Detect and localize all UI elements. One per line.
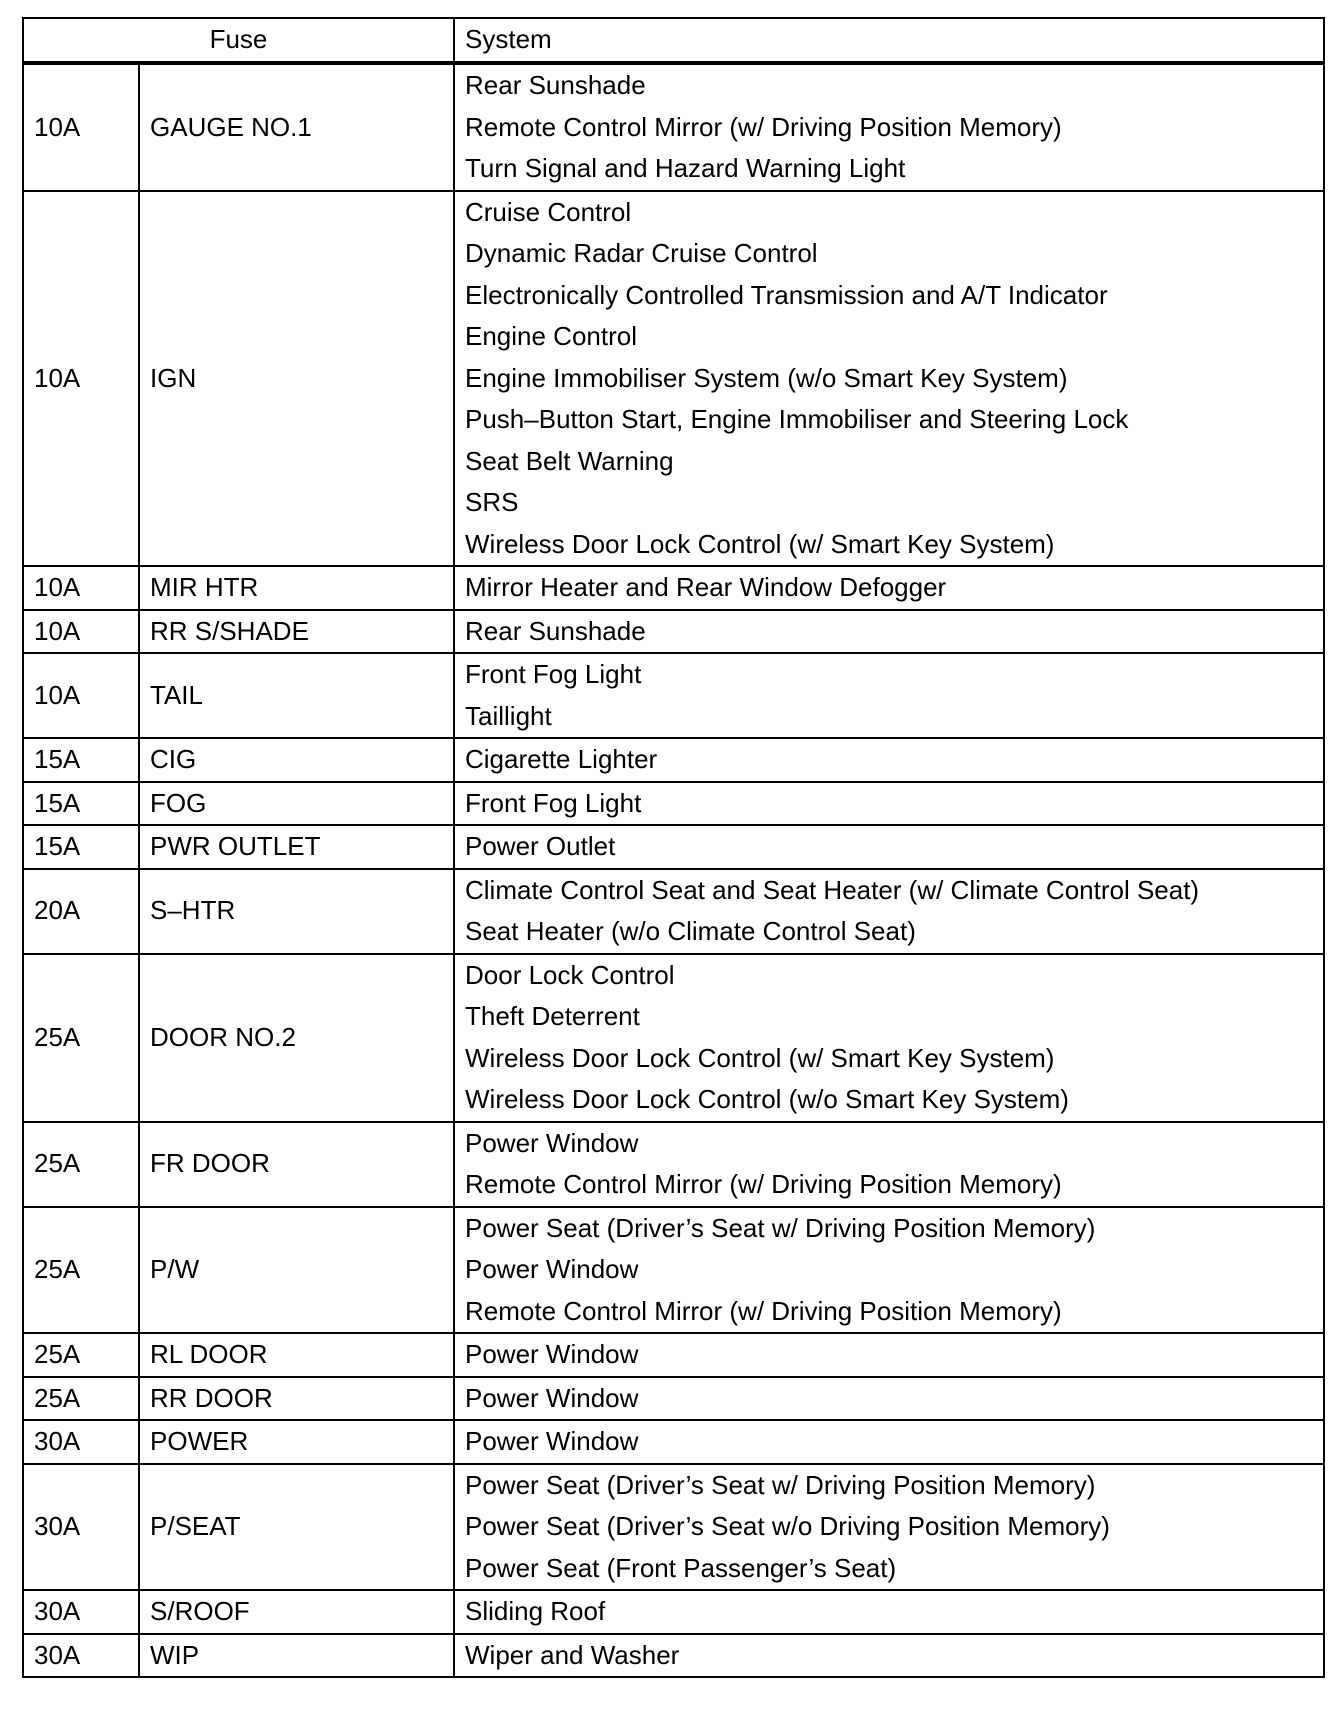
fuse-name: RL DOOR	[139, 1333, 454, 1377]
system-cell	[454, 954, 1324, 1122]
fuse-name: S–HTR	[139, 869, 454, 954]
fuse-amperage: 25A	[23, 1377, 139, 1421]
fuse-name: FOG	[139, 782, 454, 826]
system-item: Remote Control Mirror (w/ Driving Position Memory)	[465, 111, 1062, 142]
fuse-amperage: 30A	[23, 1420, 139, 1464]
fuse-amperage: 25A	[23, 1333, 139, 1377]
table-row	[23, 782, 1324, 826]
system-cell	[454, 1420, 1324, 1464]
system-cell	[454, 1333, 1324, 1377]
fuse-name: RR DOOR	[139, 1377, 454, 1421]
system-cell	[454, 738, 1324, 782]
table-row	[23, 1122, 1324, 1207]
system-cell	[454, 610, 1324, 654]
system-item: Door Lock Control	[465, 959, 675, 990]
table-row	[23, 1377, 1324, 1421]
system-item: Dynamic Radar Cruise Control	[465, 238, 818, 268]
fuse-amperage: 25A	[23, 1207, 139, 1334]
table-row	[23, 1590, 1324, 1634]
fuse-amperage: 10A	[23, 653, 139, 738]
system-item: Remote Control Mirror (w/ Driving Position Memory)	[465, 1295, 1062, 1326]
fuse-amperage: 20A	[23, 869, 139, 954]
table-row	[23, 566, 1324, 610]
fuse-amperage: 10A	[23, 191, 139, 567]
system-item: Power Window	[465, 1426, 639, 1456]
system-item: Climate Control Seat and Seat Heater (w/ Climate Control Seat)	[465, 874, 1200, 905]
system-item: Engine Immobiliser System (w/o Smart Key System)	[465, 362, 1068, 393]
system-cell	[454, 1634, 1324, 1678]
system-item: Sliding Roof	[465, 1596, 606, 1626]
fuse-amperage: 30A	[23, 1590, 139, 1634]
table-row	[23, 63, 1324, 191]
system-cell	[454, 1377, 1324, 1421]
fuse-table-container	[22, 17, 1323, 1678]
table-row	[23, 825, 1324, 869]
system-item: Electronically Controlled Transmission and A/T Indicator	[465, 279, 1108, 310]
system-item: Engine Control	[465, 321, 637, 351]
system-item: Rear Sunshade	[465, 70, 646, 100]
table-row	[23, 610, 1324, 654]
fuse-name: MIR HTR	[139, 566, 454, 610]
system-item: Power Window	[465, 1127, 639, 1158]
fuse-amperage: 25A	[23, 1122, 139, 1207]
fuse-name: CIG	[139, 738, 454, 782]
table-row	[23, 1634, 1324, 1678]
table-row	[23, 954, 1324, 1122]
system-item: Push–Button Start, Engine Immobiliser and Steering Lock	[465, 404, 1129, 434]
table-body	[23, 63, 1324, 1677]
system-cell	[454, 653, 1324, 738]
header-system: System	[454, 18, 1324, 63]
system-item: Power Seat (Driver’s Seat w/ Driving Position Memory)	[465, 1212, 1096, 1243]
system-item: Remote Control Mirror (w/ Driving Position Memory)	[465, 1169, 1062, 1199]
fuse-amperage: 30A	[23, 1634, 139, 1678]
fuse-name: WIP	[139, 1634, 454, 1678]
system-item: Seat Belt Warning	[465, 445, 674, 476]
fuse-table	[22, 17, 1325, 1678]
header-fuse: Fuse	[23, 18, 454, 63]
system-item: Wiper and Washer	[465, 1639, 680, 1670]
system-cell	[454, 191, 1324, 567]
system-cell	[454, 782, 1324, 826]
fuse-name: RR S/SHADE	[139, 610, 454, 654]
system-item: Seat Heater (w/o Climate Control Seat)	[465, 916, 916, 946]
system-item: Power Outlet	[465, 831, 616, 861]
system-item: Wireless Door Lock Control (w/o Smart Key System)	[465, 1084, 1069, 1114]
table-row	[23, 1420, 1324, 1464]
system-item: Wireless Door Lock Control (w/ Smart Key System)	[465, 1042, 1055, 1073]
fuse-name: IGN	[139, 191, 454, 567]
fuse-name: DOOR NO.2	[139, 954, 454, 1122]
system-item: Front Fog Light	[465, 659, 642, 689]
table-row	[23, 738, 1324, 782]
system-cell	[454, 63, 1324, 191]
system-item: Power Seat (Front Passenger’s Seat)	[465, 1552, 897, 1583]
system-item: Cruise Control	[465, 196, 632, 227]
fuse-amperage: 10A	[23, 610, 139, 654]
fuse-amperage: 30A	[23, 1464, 139, 1591]
system-item: Theft Deterrent	[465, 1001, 640, 1031]
system-item: Taillight	[465, 700, 552, 731]
system-item: Rear Sunshade	[465, 615, 646, 646]
fuse-name: PWR OUTLET	[139, 825, 454, 869]
table-row	[23, 1333, 1324, 1377]
table-row	[23, 869, 1324, 954]
system-item: Power Seat (Driver’s Seat w/o Driving Position Memory)	[465, 1511, 1110, 1541]
fuse-amperage: 15A	[23, 825, 139, 869]
fuse-amperage: 15A	[23, 738, 139, 782]
fuse-amperage: 25A	[23, 954, 139, 1122]
system-cell	[454, 825, 1324, 869]
system-cell	[454, 869, 1324, 954]
fuse-name: POWER	[139, 1420, 454, 1464]
system-item: Turn Signal and Hazard Warning Light	[465, 153, 906, 183]
system-item: Cigarette Lighter	[465, 744, 658, 774]
fuse-name: GAUGE NO.1	[139, 63, 454, 191]
system-item: Front Fog Light	[465, 787, 642, 818]
table-row	[23, 653, 1324, 738]
fuse-name: FR DOOR	[139, 1122, 454, 1207]
system-cell	[454, 1464, 1324, 1591]
system-item: Wireless Door Lock Control (w/ Smart Key System)	[465, 528, 1055, 559]
fuse-name: P/W	[139, 1207, 454, 1334]
system-cell	[454, 1207, 1324, 1334]
table-header-row	[23, 18, 1324, 63]
table-row	[23, 1207, 1324, 1334]
fuse-amperage: 15A	[23, 782, 139, 826]
fuse-amperage: 10A	[23, 566, 139, 610]
fuse-name: P/SEAT	[139, 1464, 454, 1591]
system-item: SRS	[465, 487, 519, 517]
system-cell	[454, 1590, 1324, 1634]
fuse-amperage: 10A	[23, 63, 139, 191]
table-row	[23, 1464, 1324, 1591]
fuse-name: S/ROOF	[139, 1590, 454, 1634]
fuse-name: TAIL	[139, 653, 454, 738]
system-cell	[454, 566, 1324, 610]
system-item: Power Window	[465, 1254, 639, 1284]
table-row	[23, 191, 1324, 567]
system-item: Power Seat (Driver’s Seat w/ Driving Position Memory)	[465, 1469, 1096, 1500]
system-item: Mirror Heater and Rear Window Defogger	[465, 572, 947, 602]
system-cell	[454, 1122, 1324, 1207]
system-item: Power Window	[465, 1382, 639, 1413]
system-item: Power Window	[465, 1339, 639, 1369]
